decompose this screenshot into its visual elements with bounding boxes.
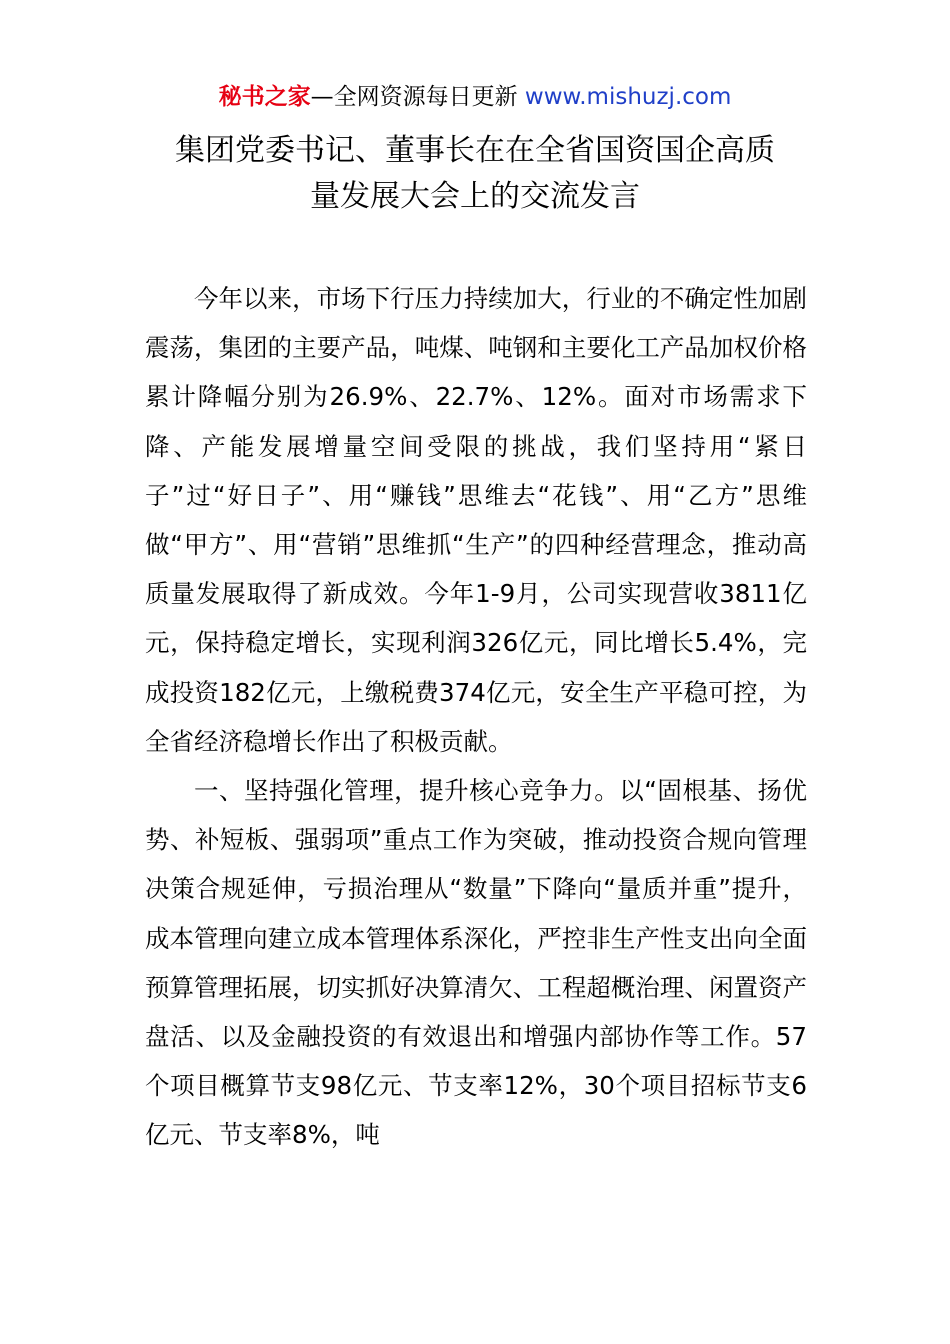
title-line: 集团党委书记、董事长在在全省国资国企高质	[175, 133, 775, 168]
document-body	[145, 274, 807, 1160]
title-line: 量发展大会上的交流发言	[310, 179, 640, 214]
site-banner	[0, 82, 950, 112]
brand-name: 秘书之家	[218, 84, 311, 110]
document-title	[0, 128, 950, 220]
site-url-link[interactable]: www.mishuzj.com	[524, 84, 732, 110]
body-paragraph: 今年以来，市场下行压力持续加大，行业的不确定性加剧震荡，集团的主要产品，吨煤、吨钢和主要化工产品加权价格累计降幅分别为26.9%、22.7%、12%。面对市场需求下降、产能发展增量空间受限的挑战，我们坚持用“紧日子”过“好日子”、用“赚钱”思维去“花钱”、用“乙方”思维做“甲方”、用“营销”思维抓“生产”的四种经营理念，推动高质量发展取得了新成效。今年1-9月，公司实现营收3811亿元，保持稳定增长，实现利润326亿元，同比增长5.4%，完成投资182亿元，上缴税费374亿元，安全生产平稳可控，为全省经济稳增长作出了积极贡献。	[145, 284, 807, 756]
body-paragraph: 一、坚持强化管理，提升核心竞争力。以“固根基、扬优势、补短板、强弱项”重点工作为突破，推动投资合规向管理决策合规延伸，亏损治理从“数量”下降向“量质并重”提升，成本管理向建立成本管理体系深化，严控非生产性支出向全面预算管理拓展，切实抓好决算清欠、工程超概治理、闲置资产盘活、以及金融投资的有效退出和增强内部协作等工作。57个项目概算节支98亿元、节支率12%，30个项目招标节支6亿元、节支率8%，吨	[145, 776, 807, 1150]
banner-slogan: —全网资源每日更新	[310, 84, 525, 110]
